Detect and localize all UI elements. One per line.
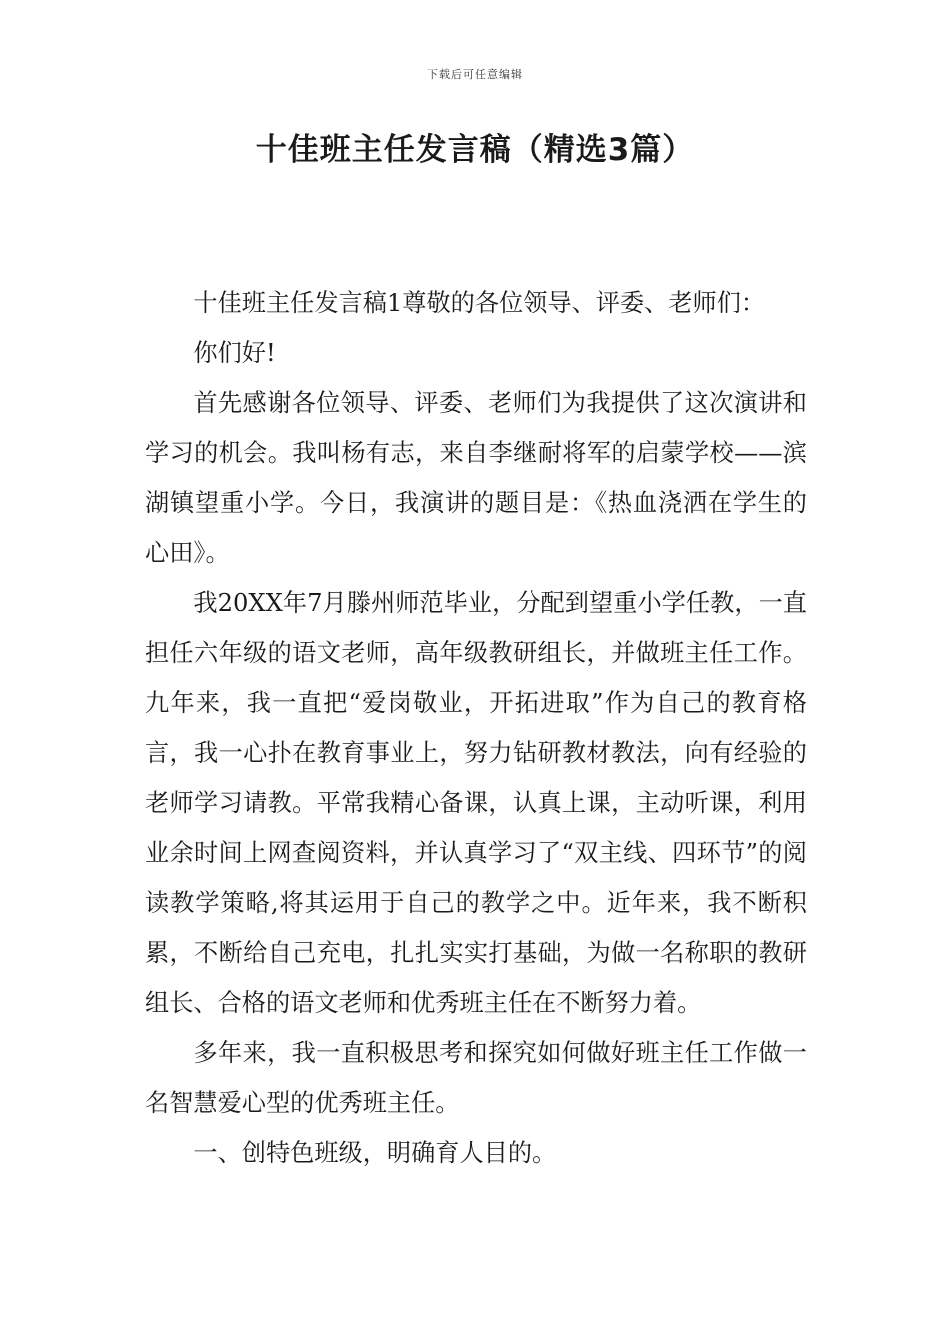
paragraph-hello: 你们好! — [193, 339, 276, 367]
paragraph-section-one: 一、创特色班级，明确育人目的。 — [193, 1139, 557, 1167]
paragraph-greeting: 十佳班主任发言稿1尊敬的各位领导、评委、老师们： — [193, 289, 766, 317]
paragraph-career: 我20XX年7月滕州师范毕业，分配到望重小学任教，一直担任六年级的语文老师，高年级教研组长，并做班主任工作。九年来，我一直把“爱岗敬业，开拓进取”作为自己的教育格言，我一心扑在教育事业上，努力钻研教材教法，向有经验的老师学习请教。平常我精心备课，认真上课，主动听课，利用业余时间上网查阅资料，并认真学习了“双主线、四环节”的阅读教学策略,将其运用于自己的教学之中。近年来，我不断积累，不断给自己充电，扎扎实实打基础，为做一名称职的教研组长、合格的语文老师和优秀班主任在不断努力着。 — [145, 589, 807, 1017]
document-body — [145, 278, 807, 1178]
header-note: 下载后可任意编辑 — [427, 68, 523, 81]
paragraph-intro: 首先感谢各位领导、评委、老师们为我提供了这次演讲和学习的机会。我叫杨有志，来自李继耐将军的启蒙学校——滨湖镇望重小学。今日，我演讲的题目是：《热血浇洒在学生的心田》。 — [145, 389, 807, 567]
paragraph-reflection: 多年来，我一直积极思考和探究如何做好班主任工作做一名智慧爱心型的优秀班主任。 — [145, 1039, 807, 1117]
document-title: 十佳班主任发言稿（精选3篇） — [255, 132, 695, 168]
